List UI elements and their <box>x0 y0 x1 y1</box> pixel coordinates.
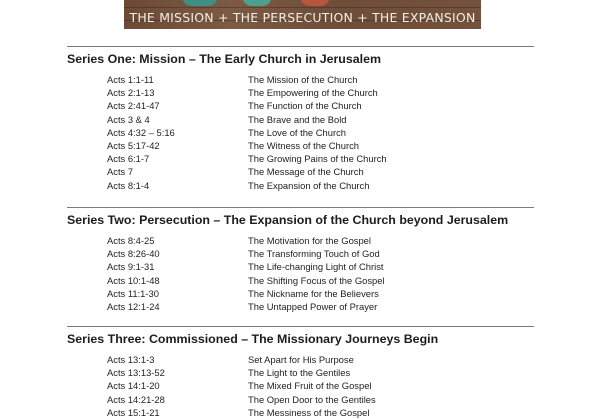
list-item <box>67 139 534 152</box>
list-item <box>67 73 534 86</box>
scripture-ref: Acts 2:41-47 <box>107 100 160 112</box>
list-item <box>67 152 534 165</box>
scripture-ref: Acts 8:1-4 <box>107 179 150 191</box>
list-item <box>67 179 534 192</box>
list-item <box>67 353 534 366</box>
sermon-list <box>67 234 534 313</box>
sermon-title: The Shifting Focus of the Gospel <box>248 274 385 286</box>
list-item <box>67 287 534 300</box>
scripture-ref: Acts 12:1-24 <box>107 300 160 312</box>
scripture-ref: Acts 2:1-13 <box>107 87 155 99</box>
list-item <box>67 379 534 392</box>
scripture-ref: Acts 11:1-30 <box>107 287 159 299</box>
section-divider <box>67 207 534 208</box>
list-item <box>67 99 534 112</box>
series-title: Series Two: Persecution – The Expansion of the Church beyond Jerusalem <box>67 213 509 227</box>
sermon-title: The Mixed Fruit of the Gospel <box>248 380 372 392</box>
list-item <box>67 300 534 313</box>
scripture-ref: Acts 7 <box>107 166 134 178</box>
scripture-ref: Acts 3 & 4 <box>107 113 150 125</box>
series-two-section <box>67 207 534 313</box>
sermon-title: The Light to the Gentiles <box>248 367 351 379</box>
series-title: Series Three: Commissioned – The Missionary Journeys Begin <box>67 332 439 346</box>
series-three-section <box>67 326 534 419</box>
scripture-ref: Acts 5:17-42 <box>107 139 160 151</box>
list-item <box>67 86 534 99</box>
paint-swatch-green <box>242 0 272 6</box>
sermon-title: The Open Door to the Gentiles <box>248 393 376 405</box>
list-item <box>67 113 534 126</box>
sermon-title: The Expansion of the Church <box>248 179 370 191</box>
section-divider <box>67 46 534 47</box>
scripture-ref: Acts 13:1-3 <box>107 354 155 365</box>
sermon-list <box>67 73 534 192</box>
scripture-ref: Acts 8:26-40 <box>107 248 160 260</box>
list-item <box>67 406 534 419</box>
sermon-title: The Untapped Power of Prayer <box>248 300 378 312</box>
sermon-title: The Growing Pains of the Church <box>248 153 387 165</box>
list-item <box>67 260 534 273</box>
sermon-title: The Nickname for the Believers <box>248 287 379 299</box>
sermon-title: The Brave and the Bold <box>248 113 347 125</box>
list-item <box>67 247 534 260</box>
scripture-ref: Acts 1:1-11 <box>107 74 154 85</box>
scripture-ref: Acts 4:32 – 5:16 <box>107 126 175 138</box>
section-divider <box>67 326 534 327</box>
scripture-ref: Acts 14:1-20 <box>107 380 160 392</box>
series-title: Series One: Mission – The Early Church in Jerusalem <box>67 52 382 66</box>
list-item <box>67 366 534 379</box>
paint-swatch-red <box>300 0 330 6</box>
sermon-title: The Function of the Church <box>248 100 362 112</box>
list-item <box>67 393 534 406</box>
scripture-ref: Acts 10:1-48 <box>107 274 160 286</box>
scripture-ref: Acts 6:1-7 <box>107 153 150 165</box>
header-banner <box>124 0 481 29</box>
scripture-ref: Acts 14:21-28 <box>107 393 165 405</box>
list-item <box>67 126 534 139</box>
sermon-list <box>67 353 534 419</box>
sermon-title: The Motivation for the Gospel <box>248 235 371 246</box>
paint-swatch-teal <box>182 0 218 6</box>
list-item <box>67 165 534 178</box>
scripture-ref: Acts 9:1-31 <box>107 261 155 273</box>
sermon-title: The Love of the Church <box>248 126 346 138</box>
sermon-title: The Mission of the Church <box>248 74 358 85</box>
scripture-ref: Acts 13:13-52 <box>107 367 165 379</box>
list-item <box>67 274 534 287</box>
sermon-title: The Life-changing Light of Christ <box>248 261 384 273</box>
sermon-title: The Transforming Touch of God <box>248 248 380 260</box>
sermon-title: The Witness of the Church <box>248 139 359 151</box>
scripture-ref: Acts 15:1-21 <box>107 406 160 418</box>
scripture-ref: Acts 8:4-25 <box>107 235 155 246</box>
list-item <box>67 234 534 247</box>
banner-title: THE MISSION + THE PERSECUTION + THE EXPANSION <box>129 10 476 25</box>
sermon-title: The Empowering of the Church <box>248 87 378 99</box>
series-one-section <box>67 46 534 192</box>
wood-plank-line <box>124 7 481 8</box>
sermon-title: The Message of the Church <box>248 166 364 178</box>
sermon-title: Set Apart for His Purpose <box>248 354 354 365</box>
sermon-title: The Messiness of the Gospel <box>248 406 370 418</box>
